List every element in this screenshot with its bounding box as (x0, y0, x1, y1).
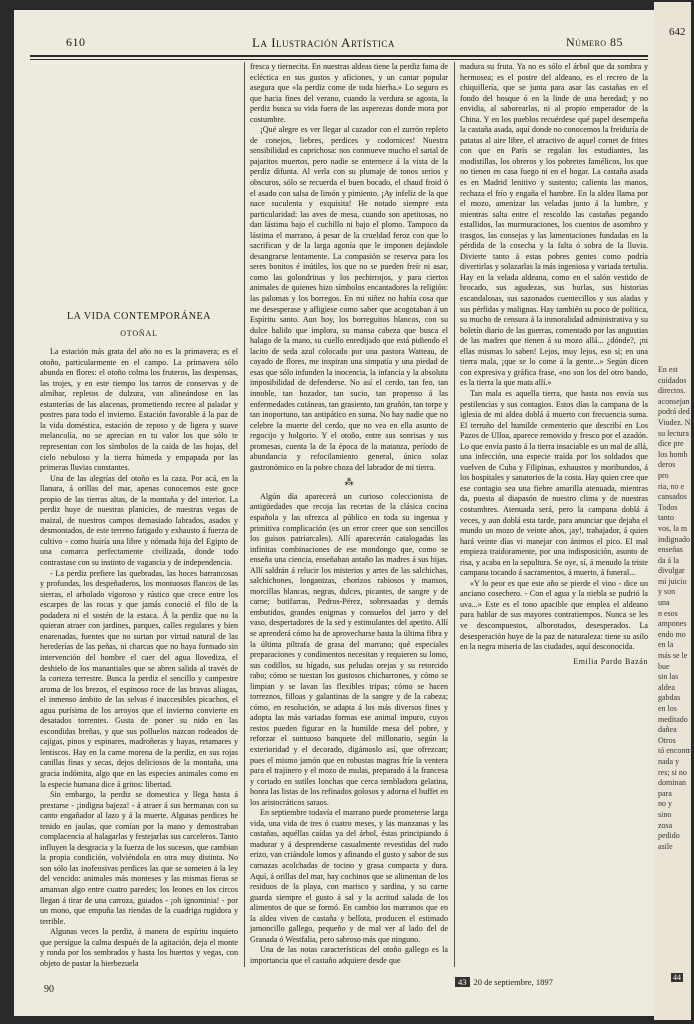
edge-fragment: aldea (658, 682, 675, 692)
paragraph: Una de las notas características del otoño gallego es la importancia que el castaño adquiere desde que (250, 945, 448, 965)
edge-fragment: para (658, 788, 672, 798)
edge-fragment: en la (658, 640, 674, 650)
paragraph: fresca y tiernecita. En nuestras aldeas tiene la perdiz fama de ecléctica en sus gustos y aficiones, y un cantar popular asegura que «la perdiz come de toda hierba.» Lo seguro es que hacia fines del verano, cuando la verdura se agosta, la perdiz busca su vida fuera de las asperezas donde mora por costumbre. (250, 62, 448, 124)
edge-fragment: Todos (658, 502, 678, 512)
paragraph: Algunas veces la perdiz, á manera de espíritu inquieto que persigue la calma después de la agitación, deja el monte y ronda por los sembrados y hasta los huertos y vegas, con objeto de pastar la hierbezuela (40, 927, 238, 968)
edge-fragment: Viudez. N (658, 417, 691, 427)
edge-fragment: bue (658, 661, 670, 671)
edge-fragment: res; si no (658, 767, 687, 777)
next-page-text-fragments (658, 365, 694, 852)
article-subtitle: OTOÑAL (120, 328, 158, 338)
footer-issue-box: 43 (455, 977, 470, 987)
paragraph: La estación más grata del año no es la primavera; es el otoño, particularmente en el campo. La primavera sólo abunda en flores: el otoño colma los fruteros, las despensas, las trojes, y en este tiempo los tarros de conservas y de almíbar, repletos de dulzura, van alineándose en las estanterías de las alacenas, prometiendo recreo al paladar y postres para todo el invierno. Estación favorable á la paz de la vida doméstica, estación de reposo y de ligera y suave melancolía, no se aprecian en tu valor los que sólo te representan con los símbolos de la caída de las hojas, del cielo nebuloso y la tierra húmeda y empapada por las primeras lluvias constantes. (40, 347, 238, 473)
edge-fragment: dañea (658, 725, 677, 735)
section-ornament: ⁂ (344, 477, 354, 488)
edge-fragment: cuidados (658, 375, 687, 385)
text-column-1 (40, 62, 238, 969)
edge-fragment: Otros (658, 735, 676, 745)
edge-fragment: endo mo (658, 629, 686, 639)
edge-fragment: divulgar (658, 566, 685, 576)
edge-fragment: indignado (658, 534, 690, 544)
column-divider (244, 62, 245, 967)
text-column-2 (250, 62, 448, 966)
edge-fragment: ampones (658, 619, 687, 629)
edge-fragment: sin las (658, 672, 679, 682)
edge-fragment: vos, la m (658, 523, 688, 533)
paragraph: Algún día aparecerá un curioso coleccionista de antigüedades que recoja las recetas de la clásica cocina española y las ofrezca al público en toda su ingenua y primitiva complicación (es un error creer que son sencillos los guisos patriarcales). Allí aparecerán catalogadas las infinitas combinaciones de ese mondongo que, como se enseña una ciencia, enseñaban antaño las madres á sus hijas. Allí saldrán á relucir los misterios y artes de las salchichas, salchichones, longanizas, chorizos rabiosos y mansos, morcillas blancas, negras, dulces, picantes, de sangre y de carne; butifarras, Pedros-Pérez, sobresaadas y demás embutidos, grandes enigmas y consuelos del jarro y del vaso, despertadores de la sed y estimulantes del apetito. Allí se aprenderá cómo ha de aprovecharse hasta la última fibra y la última piltrafa de grasa del marrano; qué especiales preparaciones y condimentos necesitan y requieren su lomo, sus codillos, su hígado, sus peludas orejas y su retorcido rabo; cómo se tuestan los gustosos chicharrones, y cómo se limpian y se lavan las flexibles tripas; cómo se hacen torreznos, filloas y galantinas de la sangre y de la cabeza; cómo, en resolución, se adapta á los más diversos fines y adopta las más variadas formas ese animal impuro, cuyos restos pueden figurar en la humilde mesa del pobre, y reforzar el suntuoso banquete del millonario, según la exterioridad y el decorado, digámoslo así, que ofrezcan; pues el mismo jamón que en robustas magras fríe la ventera para el trajinero y el mozo de mulas, preparado á la francesa y cortado en sutiles lonchas que cerca tembladora gelatina, honra las listas de los refinados golosos y adorna el buffet en los aristocráticos saraos. (250, 491, 448, 807)
edge-fragment: cansados (658, 492, 687, 502)
footer-page-number: 90 (44, 984, 54, 995)
paragraph: Una de las alegrías del otoño es la caza. Por acá, en la llanura, á orillas del mar, apenas conocemos este goce propio de las tierras altas, de la montaña y del interior. La perdiz huye de nuestras planicies, de nuestras vegas de maizal, de nuestros campos demasiado labrados, asados y desmontados, de este terreno fatigado y exhausto á fuerza de cultivo - como huiría una libre y nómada hija del Egipto de una comarca perfectamente civilizada, donde todo contrastase con su instinto de vagancia y de independencia. (40, 473, 238, 568)
paragraph: En septiembre todavía el marrano puede prometerse larga vida, una vida de tres ó cuatro meses, y las manzanas y las castañas, aquéllas caídas ya del árbol, éstas principiando á madurar y á desprenderse casualmente revestidas del rudo erizo, van criándole lomos y afinando el gusto y sabor de sus carnazas acolchadas de tocino y grasa compacta y dura. Aquí, á orillas del mar, hay cochinos que se alimentan de los residuos de la playa, con marisco y sardina, y su carne guarda siempre el gusto á sal y la acritud salada de los alimentos de que se formó. En cambio los marranos que en la aldea viven de castaña y bellota, producen el estimado jamoncillo gallego, pequeño y de mal ver al lado del de Granada ó Westfalia, pero sabroso más que ninguno. (250, 808, 448, 944)
edge-fragment: dice pre (658, 439, 684, 449)
edge-fragment: los homb (658, 449, 688, 459)
footer-date-text: 20 de septiembre, 1897 (473, 977, 553, 987)
next-page-number: 642 (669, 26, 686, 38)
edge-fragment: n esos (658, 608, 678, 618)
paragraph: - La perdiz prefiere las quebradas, las hoces barrancosas y profundas, los despeñaderos, los montuosos flancos de las sierras, el arbolado vigoroso y rústico que crece entre los escarpes de las rocas y que jamás conoció el filo de la podadera ni el sostén de la estaca. Á la perdiz que no la quieran atraer con jardines, parques, calles regulares y bien enarenadas, fuentes que no surtan por virtud natural de las herederías de las peñas, ni charcas que no haya formado sin intervención del hombre el caer del agua llovediza, el deshielo de los manantiales que se abren salida al través de la corteza terrestre. Busca la perdiz el sencillo y campestre aroma de los brezos, el espinoso roce de las bravas aliagas, el inmenso ámbito de las selvas é inaccesibles picachos, el agua purísima de los arroyos que el invierno convierte en desatados torrentes. Gusta de poner su nido en las escondidas breñas, y que sus polluelos nazcan rodeados de cajigas, pinos y espinares, madroñeras y hayas, retamares y lentiscos. Hay en la carne morena de la perdiz, en sus rojas canillas finas y secas, dejos deliciosos de la montaña, una gracia indómita, algo que en las especies animales como en la especie humana dice á gritos: libertad. (40, 568, 238, 789)
edge-fragment: su lectura (658, 428, 689, 438)
paragraph: «Y lo peor es que este año se pierde el vino - dice un anciano cosechero. - Con el agua y la niebla se pudrió la uva...» Este es el tono apacible que emplea el aldeano para hablar de sus mayores contratiempos. Nunca se les ve descompuestos, alborotados, desesperados. La desesperación huye de la paz de naturaleza: tiene su asilo en la negra miseria de las ciudades, aquí desconocida. (460, 578, 648, 652)
article-title: LA VIDA CONTEMPORÁNEA (66, 311, 212, 322)
edge-fragment: zosa (658, 820, 673, 830)
edge-fragment: aconsejan (658, 396, 690, 406)
footer-date (455, 977, 553, 987)
edge-fragment: pro (658, 470, 669, 480)
edge-fragment: tanto (658, 513, 674, 523)
edge-fragment: deros (658, 460, 676, 470)
edge-fragment: dominan (658, 778, 686, 788)
edge-fragment: gabdas (658, 693, 681, 703)
edge-fragment: asile (658, 841, 673, 851)
edge-fragment: meditado (658, 714, 688, 724)
edge-fragment: podrá ded (658, 407, 690, 417)
paragraph: Tan mala es aquella tierra, que hasta nos envía sus pestilencias y sus contagios. Estos días la campana de la iglesia de mi aldea doblá á muerto con frecuencia suma. El terruño del humilde cementerio que describí en Los Pazos de Ulloa, aparece removido y fresco por el azadón. Lo que envía pasto á la tierra insaciable es un mal de allá, una infección, una especie traída por los soldados que vuelven de Cuba y Filipinas, exhaustos y moribundos, á los hospitales y sanatorios de la costa. Hay quien cree que ese contagio sea una fiebre amarilla atenuada, mientras da, puesta al diapasón de nuestro clima y de nuestras costumbres. Atenuada será, pero la campana doblá á veces, y aun doblá esta tarde, para anunciar que dejaba el mundo un mozo de veinte años, ¡ay!, trabajador, á quien hará veinte días vi manejar con ánimos el pico. El mal empieza traidoramente, por una indisposición, asunto de risa, y acaba en la sepultura. Se oye, sí, á menudo la triste campana tocando á sacramentos, á muerto, á funeral... (460, 388, 648, 578)
paragraph: ¡Qué alegre es ver llegar al cazador con el zurrón repleto de conejos, liebres, perdices y codornices! Nuestra sensibilidad es caprichosa: nos conmueve mucho el sartal de pajaritos muertos, pero nadie se enternece á la vista de la perdiz difunta. Al verla con su plumaje de tonos serios y obscuros, sólo se recuerda el buen bocado, el chaud froid ó el asado con salsa de limón y pimiento. ¡Ay infeliz de la que nace suculenta y exquisita! He notado siempre esta particularidad: las aves de mesa, cuando son apetitosas, no dan lástima bajo el cuchillo ni bajo el plomo. Tampoco da lástima el marrano, á pesar de la crueldad feroz con que lo sacrifican y de la larga agonía que le imponen dejándole desangrarse lentamente. La compasión se reserva para los seres bonitos é inútiles, los que no se pueden freír ni asar, como las golondrinas y los pechirrojos, y para ciertos animales de quienes hizo símbolos encantadores la religión: las palomas y los borregos. En mi niñez no había cosa que me desesperase y afligiese como saber que acogotaban á un Espíritu santo. Aun hoy, los borreguitos blancos, con su dulce balido que implora, su mansa cabeza que busca el halago de la mano, su cuello enredijado que está pidiendo el lacito de seda azul colocado por una pastora Watteau, de cayado de flores, me inspiran una simpatía y una piedad de esas que sólo infunden la inocencia, la infancia y la absoluta imposibilidad de defenderse. No así el cerdo, tan feo, tan innoble, tan hozador, tan sucio, tan propenso á las enfermedades cutáneas, tan grasiento, tan gruñón, tan torpe y tan inoportuno, tan antipático en suma. No hay nadie que no celebre la muerte del cerdo, que no vea en ella asunto de regocijo y holgorio. Y el otoño, entre sus sonrisas y sus promesas, cuenta la de la época de la matanza, período de abundancia y refocilamiento general, único solaz gastronómico en la pobre choza del labrador de mi tierra. (250, 125, 448, 472)
author-signature: Emilia Pardo Bazán (573, 656, 648, 666)
edge-fragment: una (658, 598, 670, 608)
edge-fragment: mi juicio (658, 576, 687, 586)
edge-fragment: pedido (658, 831, 680, 841)
edge-fragment: En est (658, 365, 678, 374)
edge-fragment: no y (658, 799, 672, 809)
edge-fragment: más se le (658, 651, 688, 661)
edge-fragment: nada y (658, 756, 680, 766)
edge-fragment: sino (658, 809, 672, 819)
paragraph: madura su fruta. Ya no es sólo el árbol que da sombra y hermosea; es el postre del aldeano, es el recreo de la chiquillería, que se junta para asar las castañas en el fondo del bosque ó en la linde de una heredad; y no envidia, al saborearlas, ni al propio emperador de la China. Y en los pueblos recuérdese qué papel desempeña la castaña asada, aquí donde no conocemos la freiduría de patatas al aire libre, el atractivo de aquel cornet de frites con que en París se regalan los estudiantes, las modistillas, los obreros y los pobretes famélicos, los que no tienen en casa fuego ni en el hogar. La castaña asada es en Madrid lenitivo y sustento; calienta las manos, rechaza el frío y engaña el hambre. En la aldea llama por el mozo, amenizar las veladas junto á la lumbre, y mientras salta entre el rescoldo las castañas pegando estallidos, las murmuraciones, los cuentos de asombro y trasgos, las consejas y las lamentaciones fundadas en la pérdida de la cosecha y la falta ó sobra de la lluvia. Divierte tanto á estas pobres gentes como podría divertirlas y solazarlas la más ingeniosa y variada tertulia. Hay en la velada aldeana, como en el salón vestido de brocado, sus agudezas, sus burlas, sus historias escandalosas, sus sazonados cuentecillos y sus aladas y sus pérfidas y malignas. Hay también su poco de política, su mucho de censura á la inmoralidad administrativa y su boletín diario de las guerras, comentado por las angustias de las madres que tienen á su mozo allá... ¿dónde?, ¡ni ellas mismas lo saben! Lejos, muy lejos, eso sí; en una tierra mala, ¡que se lo come á la gente...» Según dicen con expresiva y gráfica frase, «no son los del otro bando, es la tierra la que mata allí.» (460, 62, 648, 388)
edge-fragment: da á la (658, 555, 679, 565)
page-number: 610 (66, 35, 86, 49)
edge-fragment: ria, no e (658, 481, 684, 491)
edge-fragment: directos. (658, 386, 686, 396)
next-page-footer-tag: 44 (673, 973, 681, 982)
column-divider (454, 62, 455, 967)
edge-fragment: tó encontra (658, 746, 694, 756)
edge-fragment: enseñas (658, 545, 683, 555)
publication-title: La Ilustración Artística (252, 35, 395, 50)
paragraph: Sin embargo, la perdiz se domestica y llega hasta á prestarse - ¡indigna bajeza! - á atraer á sus hermanas con su canto engañador al lazo y á la muerte. Algunas perdices he tenido en jaulas, que comían por la mano y demostraban complacencia al halagarlas y festejarlas sus carceleros. Tanto influyen la desgracia y la fuerza de los sucesos, que cambian la propia condición, volviéndola en otra muy distinta. No son sólo las inofensivas perdices las que se someten á la ley del vencido: animales más monteses y las mismas fieras se amansan algo entre cuatro paredes; los leones en los circos llegan á tirar de una carroza, guiados - ¡oh ignominia! - por un mono, que empuña las riendas de la cuadriga rugidora y terrible. (40, 790, 238, 926)
header-rule (30, 55, 648, 60)
text-column-3 (460, 62, 648, 667)
issue-number: Número 85 (566, 35, 624, 49)
edge-fragment: en los (658, 704, 677, 713)
edge-fragment: y son (658, 587, 676, 597)
